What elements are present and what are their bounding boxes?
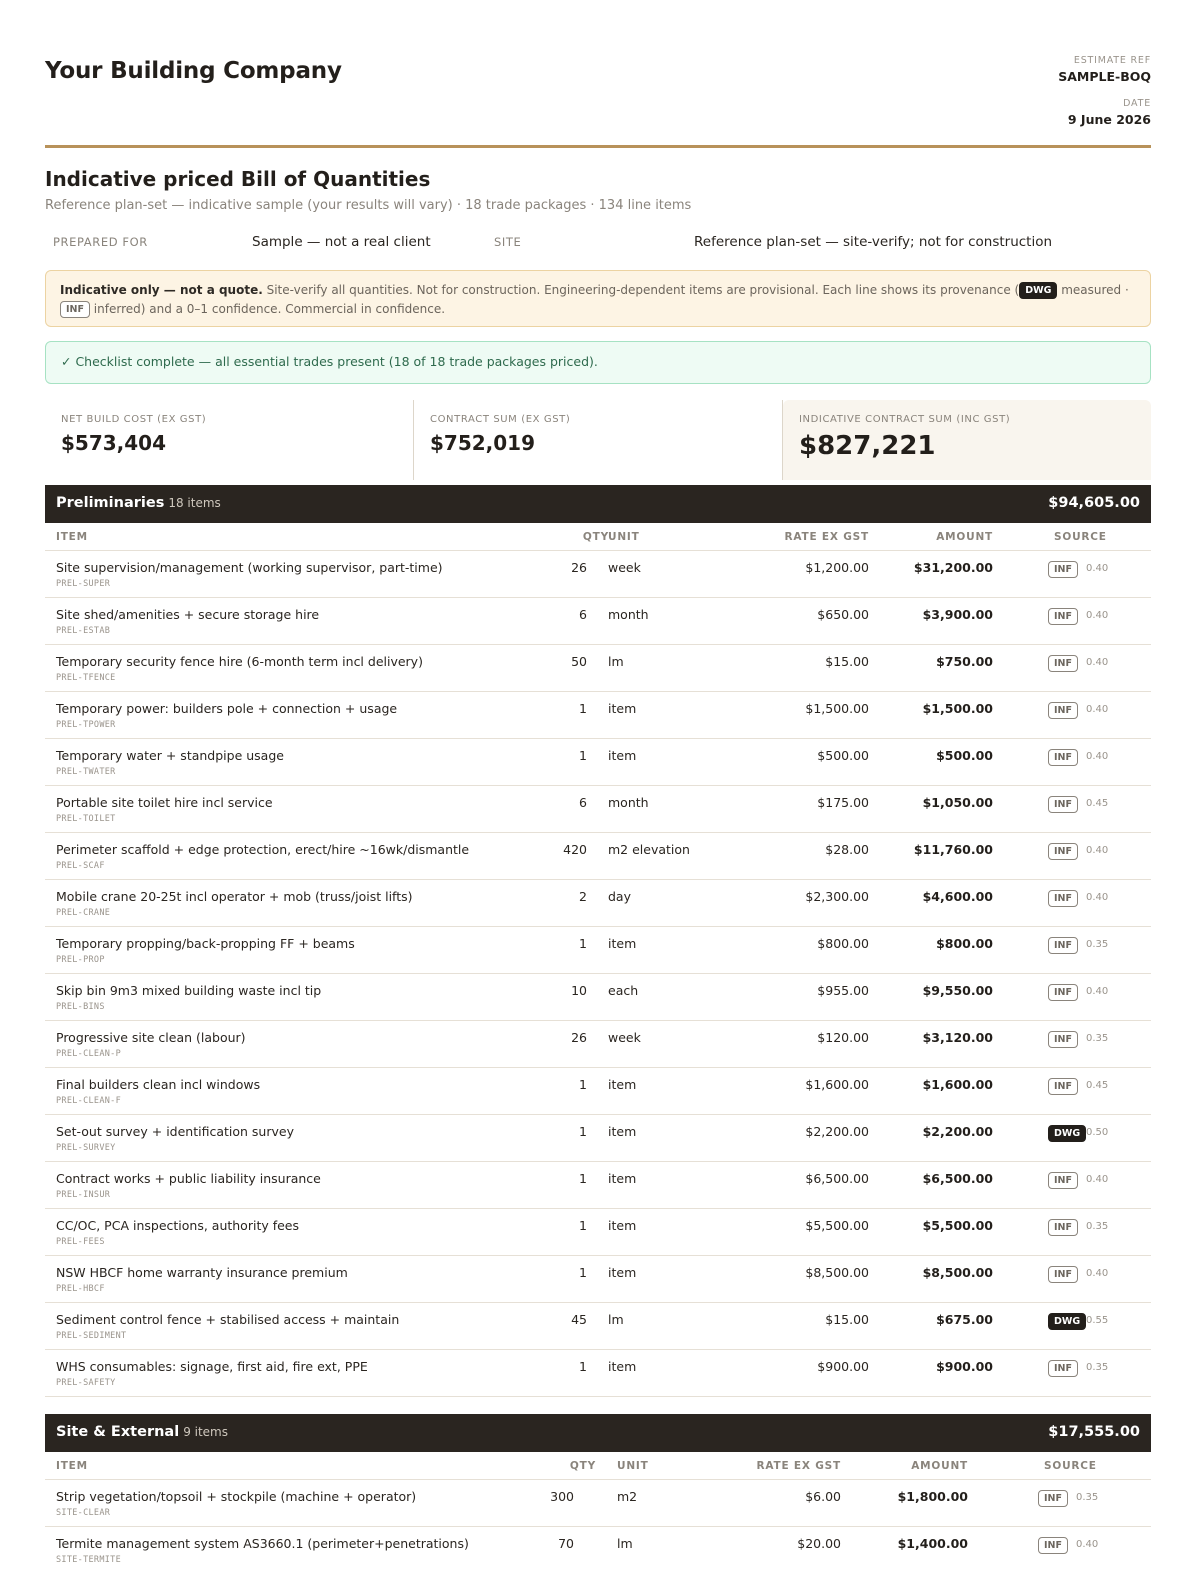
item-unit: m2 elevation bbox=[608, 842, 690, 857]
confidence-score: 0.55 bbox=[1086, 1315, 1109, 1326]
item-description: Progressive site clean (labour) bbox=[56, 1030, 246, 1045]
column-header-item: ITEM bbox=[56, 1460, 88, 1472]
item-qty: 1 bbox=[579, 1124, 587, 1139]
dwg-tag: DWG bbox=[1019, 282, 1057, 299]
item-code: PREL-SEDIMENT bbox=[56, 1331, 127, 1341]
inf-source-tag: INF bbox=[1048, 1360, 1078, 1377]
date-value: 9 June 2026 bbox=[1067, 112, 1151, 127]
item-unit: item bbox=[608, 1218, 637, 1233]
confidence-score: 0.40 bbox=[1086, 751, 1109, 762]
item-code: PREL-SURVEY bbox=[56, 1143, 116, 1153]
item-amount: $6,500.00 bbox=[922, 1171, 993, 1186]
item-rate: $500.00 bbox=[817, 748, 869, 763]
confidence-score: 0.40 bbox=[1086, 845, 1109, 856]
confidence-score: 0.35 bbox=[1086, 1362, 1109, 1373]
item-unit: each bbox=[608, 983, 639, 998]
inf-source-tag: INF bbox=[1048, 702, 1078, 719]
dwg-source-tag: DWG bbox=[1048, 1125, 1086, 1142]
item-unit: lm bbox=[608, 654, 624, 669]
item-qty: 6 bbox=[579, 795, 587, 810]
item-code: PREL-SCAF bbox=[56, 861, 105, 871]
item-code: PREL-CRANE bbox=[56, 908, 111, 918]
item-amount: $1,050.00 bbox=[922, 795, 993, 810]
item-unit: item bbox=[608, 936, 637, 951]
item-amount: $9,550.00 bbox=[922, 983, 993, 998]
item-rate: $120.00 bbox=[817, 1030, 869, 1045]
item-code: PREL-CLEAN-F bbox=[56, 1096, 122, 1106]
confidence-score: 0.40 bbox=[1086, 1268, 1109, 1279]
inf-tag: INF bbox=[60, 301, 90, 318]
item-unit: item bbox=[608, 1171, 637, 1186]
table-row bbox=[45, 880, 1151, 927]
confidence-score: 0.40 bbox=[1086, 610, 1109, 621]
item-code: SITE-CLEAR bbox=[56, 1508, 111, 1518]
item-rate: $955.00 bbox=[817, 983, 869, 998]
item-amount: $800.00 bbox=[936, 936, 993, 951]
item-rate: $900.00 bbox=[817, 1359, 869, 1374]
confidence-score: 0.45 bbox=[1086, 1080, 1109, 1091]
item-qty: 26 bbox=[571, 560, 587, 575]
dwg-source-tag: DWG bbox=[1048, 1313, 1086, 1330]
contract-sum-value: $752,019 bbox=[430, 431, 536, 455]
net-build-cost-label: NET BUILD COST (EX GST) bbox=[61, 414, 207, 425]
item-code: PREL-TOILET bbox=[56, 814, 116, 824]
confidence-score: 0.45 bbox=[1086, 798, 1109, 809]
item-rate: $1,200.00 bbox=[805, 560, 869, 575]
item-description: NSW HBCF home warranty insurance premium bbox=[56, 1265, 348, 1280]
item-rate: $8,500.00 bbox=[805, 1265, 869, 1280]
confidence-score: 0.35 bbox=[1086, 939, 1109, 950]
inf-source-tag: INF bbox=[1048, 1031, 1078, 1048]
section-header bbox=[45, 485, 1151, 523]
item-code: PREL-ESTAB bbox=[56, 626, 111, 636]
item-amount: $900.00 bbox=[936, 1359, 993, 1374]
item-code: PREL-FEES bbox=[56, 1237, 105, 1247]
document-page bbox=[45, 0, 1151, 1565]
confidence-score: 0.35 bbox=[1076, 1492, 1099, 1503]
item-description: Site shed/amenities + secure storage hire bbox=[56, 607, 320, 622]
table-row bbox=[45, 974, 1151, 1021]
contract-sum-label: CONTRACT SUM (EX GST) bbox=[430, 414, 571, 425]
item-rate: $15.00 bbox=[825, 1312, 869, 1327]
item-qty: 6 bbox=[579, 607, 587, 622]
item-description: WHS consumables: signage, first aid, fire ext, PPE bbox=[56, 1359, 368, 1374]
item-description: Portable site toilet hire incl service bbox=[56, 795, 273, 810]
item-description: Set-out survey + identification survey bbox=[56, 1124, 294, 1139]
item-rate: $175.00 bbox=[817, 795, 869, 810]
item-rate: $28.00 bbox=[825, 842, 869, 857]
item-amount: $31,200.00 bbox=[913, 560, 993, 575]
inf-source-tag: INF bbox=[1048, 1219, 1078, 1236]
item-qty: 1 bbox=[579, 1265, 587, 1280]
column-header-item: ITEM bbox=[56, 531, 88, 543]
item-amount: $5,500.00 bbox=[922, 1218, 993, 1233]
table-row bbox=[45, 1209, 1151, 1256]
item-description: Termite management system AS3660.1 (perimeter+penetrations) bbox=[56, 1536, 469, 1551]
item-qty: 26 bbox=[571, 1030, 587, 1045]
table-row bbox=[45, 598, 1151, 645]
section-name: Site & External 9 items bbox=[56, 1424, 228, 1440]
date-label: DATE bbox=[1123, 98, 1151, 109]
item-rate: $2,200.00 bbox=[805, 1124, 869, 1139]
item-rate: $6.00 bbox=[805, 1489, 841, 1504]
item-description: Temporary water + standpipe usage bbox=[56, 748, 284, 763]
item-amount: $1,500.00 bbox=[922, 701, 993, 716]
inf-source-tag: INF bbox=[1048, 749, 1078, 766]
item-qty: 1 bbox=[579, 701, 587, 716]
item-description: Final builders clean incl windows bbox=[56, 1077, 261, 1092]
column-header-rate: RATE EX GST bbox=[784, 531, 869, 543]
item-code: PREL-SUPER bbox=[56, 579, 111, 589]
inf-source-tag: INF bbox=[1048, 984, 1078, 1001]
item-rate: $800.00 bbox=[817, 936, 869, 951]
item-description: Temporary power: builders pole + connection + usage bbox=[56, 701, 398, 716]
item-amount: $750.00 bbox=[936, 654, 993, 669]
item-rate: $2,300.00 bbox=[805, 889, 869, 904]
item-rate: $5,500.00 bbox=[805, 1218, 869, 1233]
totals-summary bbox=[45, 400, 1151, 480]
net-build-cost-value: $573,404 bbox=[61, 431, 167, 455]
item-amount: $3,120.00 bbox=[922, 1030, 993, 1045]
confidence-score: 0.40 bbox=[1076, 1539, 1099, 1550]
item-code: PREL-TFENCE bbox=[56, 673, 116, 683]
item-amount: $2,200.00 bbox=[922, 1124, 993, 1139]
section-header bbox=[45, 1414, 1151, 1452]
notice-text-3: inferred) and a 0–1 confidence. Commercial in confidence. bbox=[89, 302, 446, 316]
inf-source-tag: INF bbox=[1048, 796, 1078, 813]
item-unit: item bbox=[608, 748, 637, 763]
item-unit: month bbox=[608, 607, 649, 622]
item-description: Temporary propping/back-propping FF + beams bbox=[56, 936, 355, 951]
inf-source-tag: INF bbox=[1048, 937, 1078, 954]
contract-sum-inc-gst bbox=[783, 400, 1151, 480]
net-build-cost bbox=[45, 400, 413, 480]
table-row bbox=[45, 1021, 1151, 1068]
item-rate: $6,500.00 bbox=[805, 1171, 869, 1186]
item-unit: item bbox=[608, 1359, 637, 1374]
item-amount: $4,600.00 bbox=[922, 889, 993, 904]
table-row bbox=[45, 1162, 1151, 1209]
item-amount: $500.00 bbox=[936, 748, 993, 763]
confidence-score: 0.40 bbox=[1086, 657, 1109, 668]
item-qty: 1 bbox=[579, 1359, 587, 1374]
item-qty: 45 bbox=[571, 1312, 587, 1327]
item-code: PREL-SAFETY bbox=[56, 1378, 116, 1388]
section-item-count: 9 items bbox=[183, 1425, 228, 1439]
confidence-score: 0.35 bbox=[1086, 1221, 1109, 1232]
item-amount: $11,760.00 bbox=[913, 842, 993, 857]
item-code: PREL-PROP bbox=[56, 955, 105, 965]
column-header-source: SOURCE bbox=[1044, 1460, 1097, 1472]
item-description: Skip bin 9m3 mixed building waste incl tip bbox=[56, 983, 322, 998]
notice-text-1: Site-verify all quantities. Not for construction. Engineering-dependent items are provisional. Each line shows its provenance ( bbox=[262, 283, 1020, 297]
inf-source-tag: INF bbox=[1048, 890, 1078, 907]
table-row bbox=[45, 1480, 1151, 1527]
indicative-notice bbox=[45, 270, 1151, 327]
item-rate: $15.00 bbox=[825, 654, 869, 669]
section-item-count: 18 items bbox=[168, 496, 221, 510]
column-header-qty: QTY bbox=[582, 531, 609, 543]
section-total: $17,555.00 bbox=[1048, 1424, 1140, 1440]
table-row bbox=[45, 551, 1151, 598]
item-amount: $3,900.00 bbox=[922, 607, 993, 622]
item-rate: $1,500.00 bbox=[805, 701, 869, 716]
contract-sum bbox=[414, 400, 782, 480]
inf-source-tag: INF bbox=[1038, 1537, 1068, 1554]
confidence-score: 0.40 bbox=[1086, 892, 1109, 903]
checklist-banner: ✓ Checklist complete — all essential trades present (18 of 18 trade packages priced). bbox=[45, 341, 1151, 384]
item-code: PREL-HBCF bbox=[56, 1284, 105, 1294]
item-qty: 1 bbox=[579, 936, 587, 951]
table-row bbox=[45, 1115, 1151, 1162]
item-code: PREL-INSUR bbox=[56, 1190, 111, 1200]
column-header-amount: AMOUNT bbox=[936, 531, 993, 543]
item-qty: 420 bbox=[563, 842, 587, 857]
table-row bbox=[45, 833, 1151, 880]
table-row bbox=[45, 1256, 1151, 1303]
item-unit: lm bbox=[608, 1312, 624, 1327]
confidence-score: 0.50 bbox=[1086, 1127, 1109, 1138]
estimate-meta bbox=[1058, 55, 1151, 127]
column-header-qty: QTY bbox=[569, 1460, 596, 1472]
column-header-amount: AMOUNT bbox=[911, 1460, 968, 1472]
confidence-score: 0.40 bbox=[1086, 1174, 1109, 1185]
table-row bbox=[45, 927, 1151, 974]
document-header bbox=[45, 0, 1151, 148]
section-name: Preliminaries 18 items bbox=[56, 495, 221, 511]
table-row bbox=[45, 1068, 1151, 1115]
contract-sum-inc-gst-value: $827,221 bbox=[799, 431, 936, 461]
confidence-score: 0.40 bbox=[1086, 563, 1109, 574]
item-unit: day bbox=[608, 889, 631, 904]
notice-bold: Indicative only — not a quote. bbox=[60, 283, 263, 297]
item-qty: 1 bbox=[579, 1218, 587, 1233]
inf-source-tag: INF bbox=[1048, 655, 1078, 672]
item-unit: month bbox=[608, 795, 649, 810]
item-amount: $1,600.00 bbox=[922, 1077, 993, 1092]
confidence-score: 0.35 bbox=[1086, 1033, 1109, 1044]
site-value: Reference plan-set — site-verify; not for construction bbox=[694, 234, 1053, 250]
item-code: PREL-CLEAN-P bbox=[56, 1049, 122, 1059]
item-qty: 10 bbox=[571, 983, 587, 998]
estimate-ref-value: SAMPLE-BOQ bbox=[1058, 69, 1151, 84]
inf-source-tag: INF bbox=[1048, 561, 1078, 578]
item-code: SITE-TERMITE bbox=[56, 1555, 122, 1565]
estimate-ref-label: ESTIMATE REF bbox=[1073, 55, 1151, 66]
item-qty: 1 bbox=[579, 1171, 587, 1186]
confidence-score: 0.40 bbox=[1086, 986, 1109, 997]
item-description: Mobile crane 20-25t incl operator + mob (truss/joist lifts) bbox=[56, 889, 413, 904]
table-row bbox=[45, 645, 1151, 692]
document-title: Indicative priced Bill of Quantities bbox=[45, 167, 431, 191]
item-rate: $20.00 bbox=[797, 1536, 841, 1551]
column-header-unit: UNIT bbox=[617, 1460, 649, 1472]
notice-text-2: measured · bbox=[1057, 283, 1129, 297]
item-unit: item bbox=[608, 1077, 637, 1092]
item-amount: $675.00 bbox=[936, 1312, 993, 1327]
item-code: PREL-BINS bbox=[56, 1002, 105, 1012]
section-total: $94,605.00 bbox=[1048, 495, 1140, 511]
company-name: Your Building Company bbox=[45, 58, 342, 84]
inf-source-tag: INF bbox=[1038, 1490, 1068, 1507]
item-qty: 300 bbox=[550, 1489, 574, 1504]
item-description: Sediment control fence + stabilised access + maintain bbox=[56, 1312, 400, 1327]
item-unit: week bbox=[608, 560, 641, 575]
inf-source-tag: INF bbox=[1048, 608, 1078, 625]
table-row bbox=[45, 1303, 1151, 1350]
item-unit: item bbox=[608, 701, 637, 716]
item-description: Strip vegetation/topsoil + stockpile (machine + operator) bbox=[56, 1489, 417, 1504]
item-amount: $8,500.00 bbox=[922, 1265, 993, 1280]
inf-source-tag: INF bbox=[1048, 843, 1078, 860]
item-qty: 50 bbox=[571, 654, 587, 669]
contract-sum-inc-gst-label: INDICATIVE CONTRACT SUM (INC GST) bbox=[799, 414, 1011, 425]
inf-source-tag: INF bbox=[1048, 1078, 1078, 1095]
item-unit: week bbox=[608, 1030, 641, 1045]
column-header-source: SOURCE bbox=[1054, 531, 1107, 543]
confidence-score: 0.40 bbox=[1086, 704, 1109, 715]
item-description: Site supervision/management (working supervisor, part-time) bbox=[56, 560, 443, 575]
item-qty: 1 bbox=[579, 748, 587, 763]
prepared-for-value: Sample — not a real client bbox=[252, 234, 431, 250]
item-code: PREL-TPOWER bbox=[56, 720, 116, 730]
item-unit: m2 bbox=[617, 1489, 638, 1504]
table-row bbox=[45, 692, 1151, 739]
column-header-unit: UNIT bbox=[608, 531, 640, 543]
item-amount: $1,800.00 bbox=[897, 1489, 968, 1504]
item-rate: $1,600.00 bbox=[805, 1077, 869, 1092]
table-row bbox=[45, 1350, 1151, 1397]
item-unit: lm bbox=[617, 1536, 633, 1551]
table-row bbox=[45, 786, 1151, 833]
item-code: PREL-TWATER bbox=[56, 767, 116, 777]
document-subtitle: Reference plan-set — indicative sample (your results will vary) · 18 trade packages · 134 line items bbox=[45, 198, 692, 213]
item-description: Temporary security fence hire (6-month term incl delivery) bbox=[56, 654, 423, 669]
item-description: Contract works + public liability insurance bbox=[56, 1171, 321, 1186]
item-qty: 1 bbox=[579, 1077, 587, 1092]
item-unit: item bbox=[608, 1265, 637, 1280]
table-row bbox=[45, 1527, 1151, 1573]
site-label: SITE bbox=[494, 235, 522, 249]
inf-source-tag: INF bbox=[1048, 1266, 1078, 1283]
item-amount: $1,400.00 bbox=[897, 1536, 968, 1551]
prepared-for-label: PREPARED FOR bbox=[53, 235, 148, 249]
column-header-rate: RATE EX GST bbox=[756, 1460, 841, 1472]
item-description: CC/OC, PCA inspections, authority fees bbox=[56, 1218, 300, 1233]
table-row bbox=[45, 739, 1151, 786]
item-qty: 2 bbox=[579, 889, 587, 904]
inf-source-tag: INF bbox=[1048, 1172, 1078, 1189]
item-rate: $650.00 bbox=[817, 607, 869, 622]
item-unit: item bbox=[608, 1124, 637, 1139]
item-description: Perimeter scaffold + edge protection, erect/hire ~16wk/dismantle bbox=[56, 842, 470, 857]
item-qty: 70 bbox=[558, 1536, 574, 1551]
